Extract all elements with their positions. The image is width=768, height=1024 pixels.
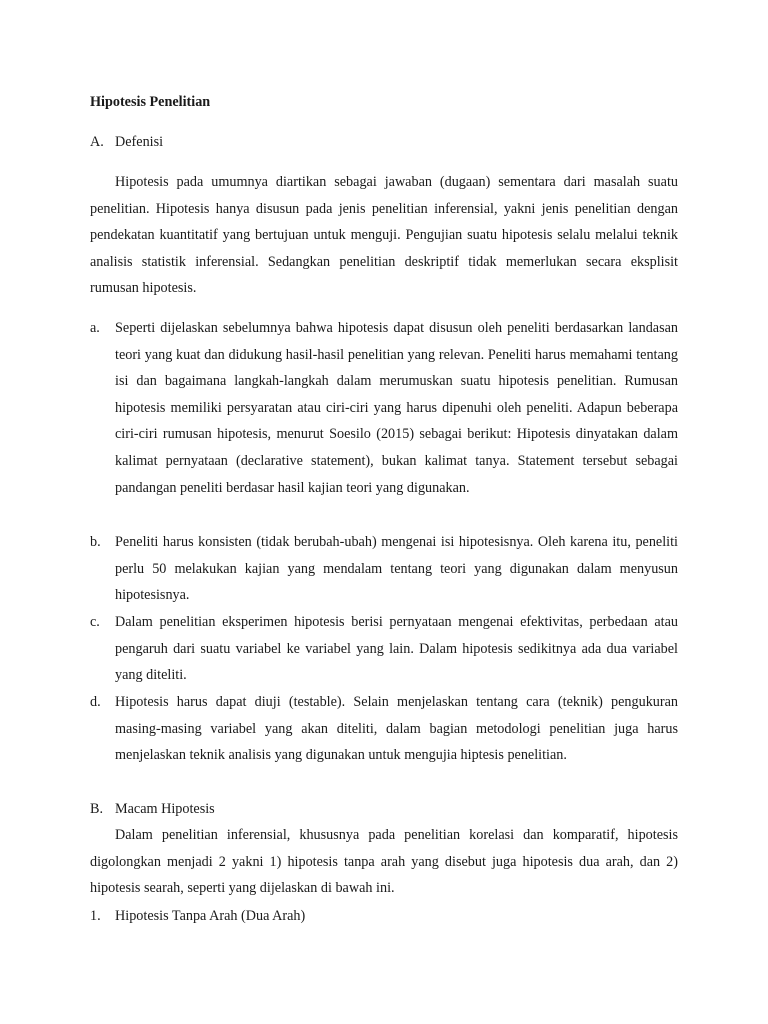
section-b-paragraph: Dalam penelitian inferensial, khususnya pada penelitian korelasi dan komparatif, hipotesis digolongkan menjadi 2 yakni 1) hipotesis tanpa arah yang disebut juga hipotesis dua arah, dan 2) hipotesis searah, seperti yang dijelaskan di bawah ini. (90, 827, 678, 897)
list-item-d (90, 689, 678, 769)
list-item-text: Dalam penelitian eksperimen hipotesis berisi pernyataan mengenai efektivitas, perbedaan atau pengaruh dari suatu variabel ke variabel yang lain. Dalam hipotesis sedikitnya ada dua variabel yang diteliti. (115, 614, 678, 684)
list-marker: a. (90, 320, 100, 336)
section-b-heading (90, 799, 215, 819)
subsection-1-heading (90, 906, 305, 926)
section-b-marker: B. (90, 801, 104, 817)
section-a-title: Defenisi (115, 134, 164, 150)
list-item-text: Seperti dijelaskan sebelumnya bahwa hipotesis dapat disusun oleh peneliti berdasarkan landasan teori yang kuat dan didukung hasil-hasil penelitian yang relevan. Peneliti harus memahami tentang isi dan bagaimana langkah-langkah dalam merumuskan suatu hipotesis penelitian. Rumusan hipotesis memiliki persyaratan atau ciri-ciri yang harus dipenuhi oleh peneliti. Adapun beberapa ciri-ciri rumusan hipotesis, menurut Soesilo (2015) sebagai berikut: Hipotesis dinyatakan dalam kalimat pernyataan (declarative statement), bukan kalimat tanya. Statement tersebut sebagai pandangan peneliti berdasar hasil kajian teori yang digunakan. (115, 320, 678, 496)
list-item-b (90, 529, 678, 609)
section-b-title: Macam Hipotesis (115, 801, 215, 817)
section-a-paragraph: Hipotesis pada umumnya diartikan sebagai jawaban (dugaan) sementara dari masalah suatu penelitian. Hipotesis hanya disusun pada jenis penelitian inferensial, yakni jenis penelitian dengan pendekatan kuantitatif yang bertujuan untuk menguji. Pengujian suatu hipotesis selalu melalui teknik analisis statistik inferensial. Sedangkan penelitian deskriptif tidak memerlukan secara eksplisit rumusan hipotesis. (90, 174, 678, 297)
list-item-c (90, 609, 678, 689)
list-item-text: Peneliti harus konsisten (tidak berubah-ubah) mengenai isi hipotesisnya. Oleh karena itu, peneliti perlu 50 melakukan kajian yang mendalam tentang teori yang digunakan dalam menyusun hipotesisnya. (115, 534, 678, 604)
list-item-a (90, 315, 678, 501)
list-marker: b. (90, 534, 101, 550)
list-marker: d. (90, 694, 101, 710)
list-marker: c. (90, 614, 100, 630)
subsection-1-title: Hipotesis Tanpa Arah (Dua Arah) (115, 908, 306, 924)
section-a-marker: A. (90, 134, 104, 150)
subsection-1-marker: 1. (90, 908, 101, 924)
list-item-text: Hipotesis harus dapat diuji (testable). Selain menjelaskan tentang cara (teknik) pengukuran masing-masing variabel yang akan diteliti, dalam bagian metodologi penelitian juga harus menjelaskan teknik analisis yang digunakan untuk mengujia hiptesis penelitian. (115, 694, 678, 764)
document-title: Hipotesis Penelitian (90, 94, 211, 110)
section-a-heading (90, 132, 163, 152)
